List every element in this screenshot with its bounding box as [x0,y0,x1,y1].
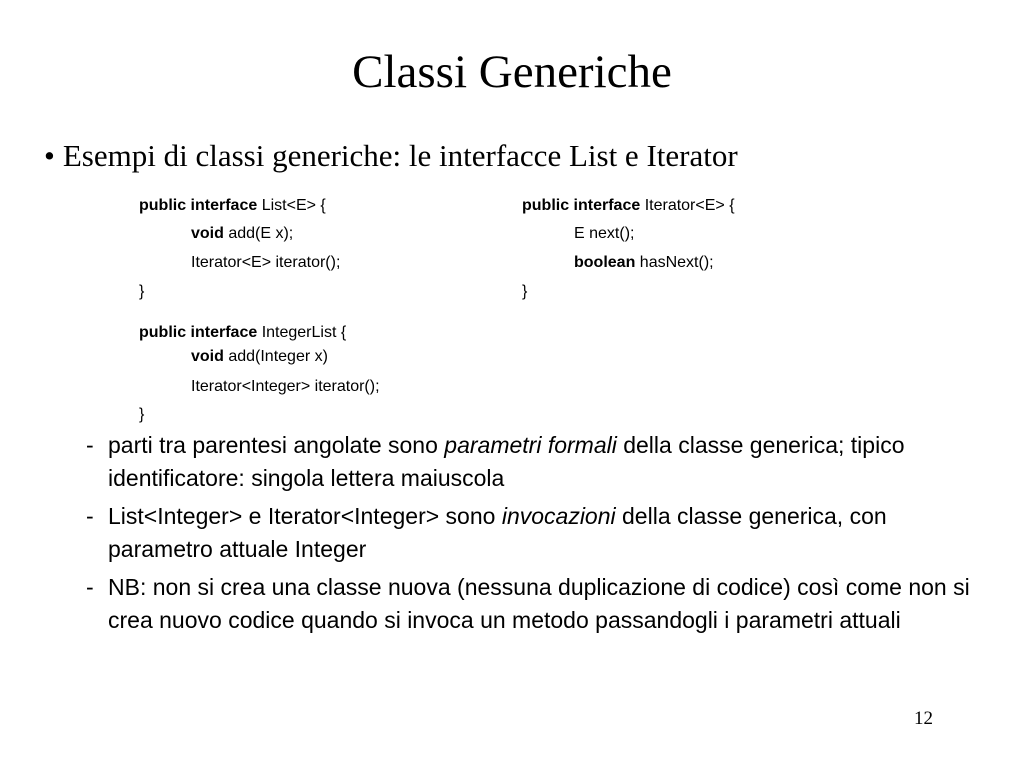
code-line-iterator-close: } [522,283,528,300]
note-text: della classe generica, con parametro attuale Integer [108,503,887,562]
code-keyword: public interface [139,197,258,214]
note-item [86,500,986,566]
code-keyword: boolean [574,254,636,271]
note-text: della classe generica; tipico identificatore: singola lettera maiuscola [108,432,905,491]
note-text: List<Integer> e Iterator<Integer> sono [108,503,502,529]
bullet-text: Esempi di classi generiche: le interfacce List e Iterator [62,138,738,173]
note-text: parti tra parentesi angolate sono [108,432,445,458]
code-line-integerlist-decl [139,323,346,343]
bullet-marker: • [44,138,55,173]
slide-title: Classi Generiche [352,46,672,98]
code-text: hasNext(); [635,254,714,271]
note-text: NB: non si crea una classe nuova (nessuna duplicazione di codice) così come non si crea nuovo codice quando si invoca un metodo passandogli i parametri attuali [108,574,970,633]
code-line-list-add [139,224,293,244]
code-text: Iterator<E> { [640,197,735,214]
code-line-integerlist-iterator: Iterator<Integer> iterator(); [191,378,380,395]
code-keyword: void [191,225,224,242]
code-line-list-iterator: Iterator<E> iterator(); [191,254,341,271]
code-text: IntegerList { [257,324,347,341]
code-line-iterator-next: E next(); [574,225,635,242]
code-line-list-close: } [139,283,145,300]
note-dash: - [86,432,94,458]
note-item [86,571,986,637]
page-number: 12 [914,708,933,729]
code-text: add(Integer x) [223,348,328,365]
code-text: List<E> { [257,197,326,214]
code-line-integerlist-add [139,347,328,367]
code-keyword: public interface [522,197,641,214]
code-keyword: void [191,348,224,365]
notes-list [86,429,986,642]
note-emphasis: parametri formali [444,432,617,458]
code-line-iterator-decl [522,196,735,216]
note-item [86,429,986,495]
note-dash: - [86,503,94,529]
note-emphasis: invocazioni [501,503,616,529]
code-keyword: public interface [139,324,258,341]
code-line-list-decl [139,196,326,216]
note-dash: - [86,574,94,600]
code-line-integerlist-close: } [139,406,145,423]
main-bullet [44,138,738,174]
code-line-iterator-hasnext [522,253,714,273]
code-text: add(E x); [223,225,294,242]
